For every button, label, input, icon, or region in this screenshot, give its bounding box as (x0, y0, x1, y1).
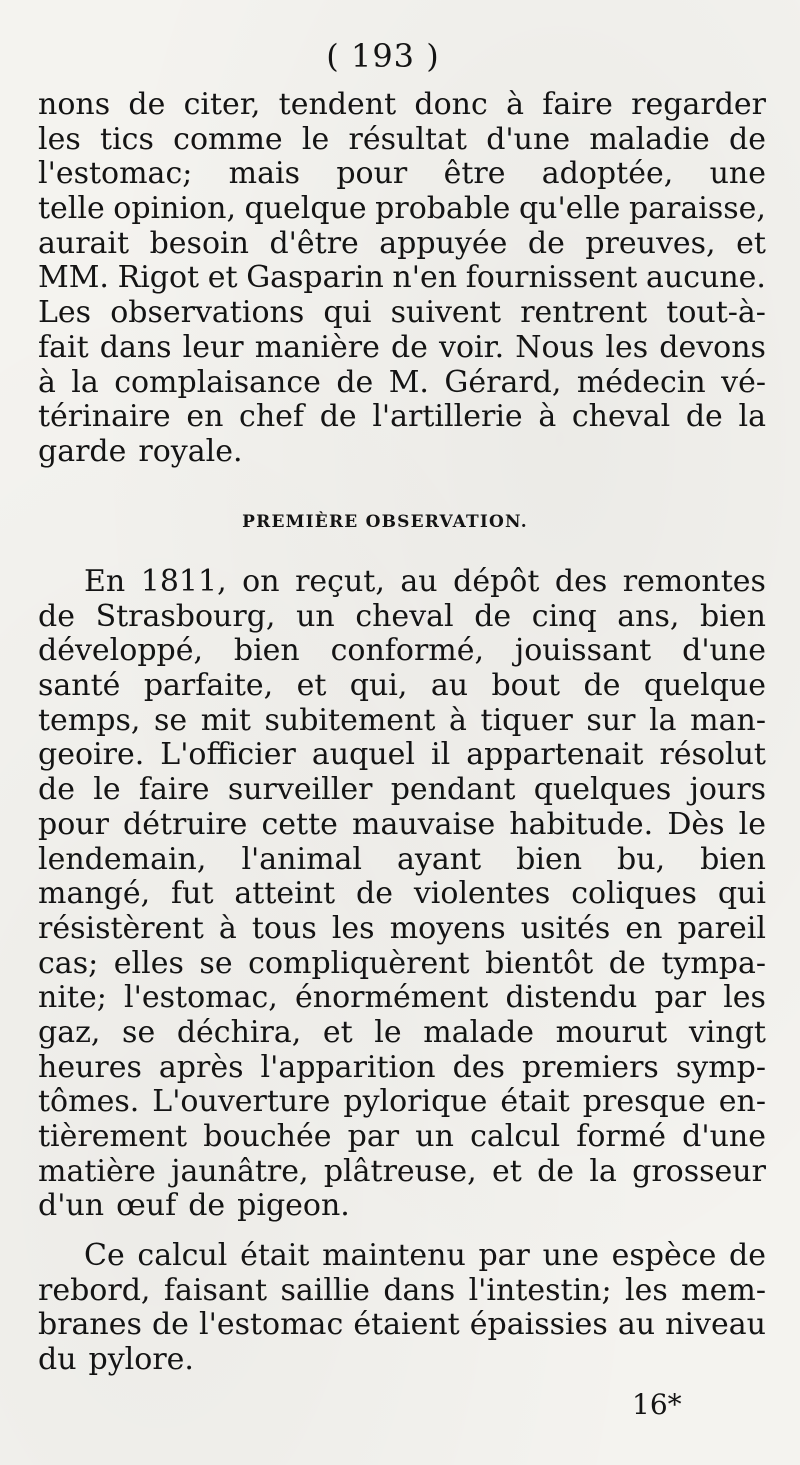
text-line: santé parfaite, et qui, au bout de quelque (38, 668, 766, 704)
text-line: térinaire en chef de l'artillerie à cheval de la (38, 399, 766, 435)
text-line: nons de citer, tendent donc à faire regarder (38, 87, 766, 122)
text-line: MM. Rigot et Gasparin n'en fournissent aucune. (38, 260, 766, 296)
text-line: branes de l'estomac étaient épaissies au niveau (38, 1307, 766, 1343)
paragraph-observation (38, 565, 766, 1224)
text-line: rebord, faisant saillie dans l'intestin; les mem- (38, 1272, 766, 1308)
text-line: développé, bien conformé, jouissant d'une (38, 633, 766, 669)
text-line: de Strasbourg, un cheval de cinq ans, bien (38, 598, 766, 634)
text-line: Les observations qui suivent rentrent tout-à- (38, 295, 766, 331)
text-line: l'estomac; mais pour être adoptée, une (38, 156, 766, 192)
text-line: Ce calcul était maintenu par une espèce de (84, 1238, 766, 1273)
paragraph-calculus (38, 1239, 766, 1378)
text-line: du pylore. (38, 1342, 194, 1378)
text-line: résistèrent à tous les moyens usités en pareil (38, 910, 766, 946)
text-line: cas; elles se compliquèrent bientôt de tympa- (38, 945, 766, 981)
text-line: garde royale. (38, 433, 243, 469)
text-line: pour détruire cette mauvaise habitude. Dès le (38, 806, 766, 842)
section-heading: PREMIÈRE OBSERVATION. (242, 512, 528, 532)
text-line: heures après l'apparition des premiers symp- (38, 1049, 766, 1085)
text-line: geoire. L'officier auquel il appartenait résolut (38, 737, 766, 773)
text-line: nite; l'estomac, énormément distendu par les (38, 980, 766, 1016)
text-line: temps, se mit subitement à tiquer sur la man- (38, 702, 766, 738)
text-line: à la complaisance de M. Gérard, médecin vé- (38, 364, 766, 400)
text-line: fait dans leur manière de voir. Nous les devons (38, 329, 766, 365)
page-number: ( 193 ) (326, 37, 440, 75)
text-line: de le faire surveiller pendant quelques jours (38, 772, 766, 808)
text-line: les tics comme le résultat d'une maladie de (38, 121, 766, 157)
text-line: matière jaunâtre, plâtreuse, et de la grosseur (38, 1153, 766, 1189)
text-line: En 1811, on reçut, au dépôt des remontes (84, 564, 766, 599)
text-line: telle opinion, quelque probable qu'elle paraisse, (38, 191, 766, 227)
signature-mark: 16* (632, 1388, 682, 1421)
text-line: tômes. L'ouverture pylorique était presque en- (38, 1084, 766, 1120)
text-line: aurait besoin d'être appuyée de preuves, et (38, 225, 766, 261)
text-line: gaz, se déchira, et le malade mourut vingt (38, 1014, 766, 1050)
text-line: d'un œuf de pigeon. (38, 1188, 350, 1224)
text-line: mangé, fut atteint de violentes coliques qui (38, 876, 766, 912)
paragraph-continued (38, 88, 766, 470)
text-line: lendemain, l'animal ayant bien bu, bien (38, 841, 766, 877)
text-line: tièrement bouchée par un calcul formé d'une (38, 1119, 766, 1154)
